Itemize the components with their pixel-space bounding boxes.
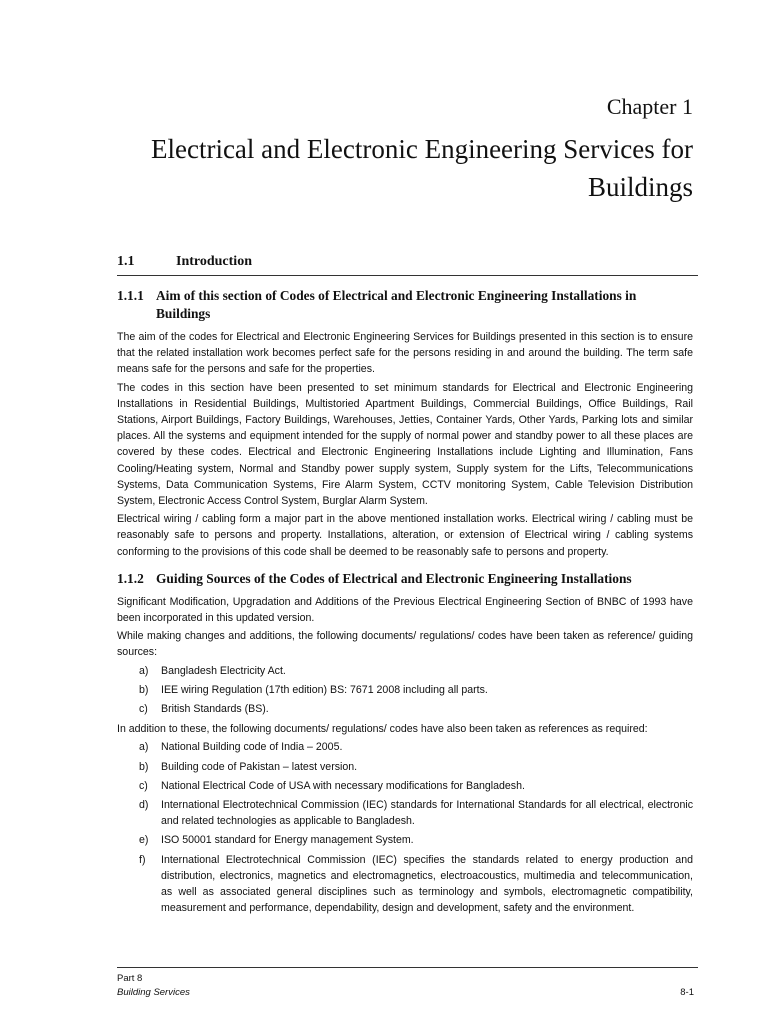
- subsection-number: 1.1.1: [117, 288, 144, 303]
- reference-list-additional: [117, 739, 693, 916]
- subsection-heading-1-1-1: [117, 287, 693, 323]
- list-marker: d): [139, 799, 149, 812]
- section-title: Introduction: [176, 254, 252, 269]
- paragraph: In addition to these, the following documents/ regulations/ codes have also been taken as references as required:: [117, 723, 648, 736]
- list-text: National Building code of India – 2005.: [161, 741, 343, 754]
- subsection-number: 1.1.2: [117, 570, 144, 586]
- list-item: [117, 682, 693, 698]
- paragraph: While making changes and additions, the following documents/ regulations/ codes have been taken as reference/ guiding sources:: [117, 630, 693, 659]
- list-marker: f): [139, 853, 146, 866]
- chapter-title: Electrical and Electronic Engineering Services for Buildings: [150, 134, 693, 202]
- list-marker: b): [139, 760, 149, 773]
- list-marker: e): [139, 834, 149, 847]
- list-marker: b): [139, 683, 149, 696]
- reference-list-primary: [117, 663, 693, 718]
- list-text: Bangladesh Electricity Act.: [161, 664, 286, 677]
- subsection-title: Guiding Sources of the Codes of Electrical and Electronic Engineering Installations: [156, 570, 632, 586]
- footer-divider: [117, 967, 698, 968]
- section-divider: [117, 275, 698, 276]
- list-text: International Electrotechnical Commission (IEC) specifies the standards related to energy production and distribution, electronics, magnetics and electromagnetics, electroacoustics, multimedia and telecommunication, as well as associated general disciplines such as terminology and symbols, electromagnetic compatibility, measurement and performance, dependability, design and development, safety and the environment.: [161, 853, 693, 915]
- section-heading-1-1: [117, 252, 693, 272]
- list-text: IEE wiring Regulation (17th edition) BS: 7671 2008 including all parts.: [161, 683, 488, 696]
- paragraph: Significant Modification, Upgradation and Additions of the Previous Electrical Engineering Section of BNBC of 1993 have been incorporated in this updated version.: [117, 595, 693, 625]
- list-item: [117, 701, 693, 717]
- list-item: [117, 778, 693, 794]
- list-item: [117, 832, 693, 848]
- list-item: [117, 739, 693, 755]
- paragraph: Electrical wiring / cabling form a major part in the above mentioned installation works. Electrical wiring / cabling must be reasonably safe to persons and property. Installations, alteration, or extension of Electrical wiring / cabling systems conforming to the provisions of this code shall be deemed to be reasonably safe to persons and property.: [117, 513, 693, 558]
- list-marker: a): [139, 741, 149, 754]
- list-item: [117, 852, 693, 917]
- paragraph: The aim of the codes for Electrical and Electronic Engineering Services for Buildings presented in this section is to ensure that the related installation work becomes perfect safe for the persons residing in and around the building. The term safe means safe for the persons and safe for the properties.: [117, 331, 693, 376]
- list-marker: c): [139, 703, 148, 716]
- document-body: [117, 287, 693, 921]
- list-item: [117, 663, 693, 679]
- section-number: 1.1: [117, 254, 135, 269]
- list-text: National Electrical Code of USA with necessary modifications for Bangladesh.: [161, 779, 525, 792]
- footer-part-label: Part 8: [117, 973, 143, 984]
- footer-subtitle: Building Services: [117, 987, 190, 998]
- chapter-label: Chapter 1: [606, 94, 693, 119]
- list-text: Building code of Pakistan – latest version.: [161, 760, 358, 773]
- list-item: [117, 797, 693, 829]
- list-text: British Standards (BS).: [161, 703, 269, 716]
- list-text: ISO 50001 standard for Energy management System.: [161, 834, 414, 847]
- subsection-heading-1-1-2: [117, 570, 693, 588]
- list-text: International Electrotechnical Commission (IEC) standards for International Standards for all electrical, electronic and related technologies as applicable to Bangladesh.: [161, 799, 693, 828]
- list-item: [117, 759, 693, 775]
- list-marker: c): [139, 779, 148, 792]
- subsection-title: Aim of this section of Codes of Electrical and Electronic Engineering Installations in Buildings: [156, 288, 637, 321]
- list-marker: a): [139, 664, 149, 677]
- paragraph: The codes in this section have been presented to set minimum standards for Electrical and Electronic Engineering Installations in Residential Buildings, Multistoried Apartment Buildings, Commercial Buildings, Office Buildings, Rail Stations, Airport Buildings, Factory Buildings, Warehouses, Jetties, Container Yards, Other Yards, Parking lots and similar places. All the systems and equipment intended for the supply of normal power and standby power to all these places are covered by these codes. Electrical and Electronic Engineering Installations include Lighting and Illumination, Fans Cooling/Heating system, Normal and Standby power supply system, Supply system for the Lifts, Telecommunications Systems, Data Communication Systems, Fire Alarm System, CCTV monitoring System, Cable Television Distribution System, Electronic Access Control System, Burglar Alarm System.: [117, 381, 693, 508]
- document-page: [117, 0, 693, 1024]
- page-number: 8-1: [680, 987, 694, 998]
